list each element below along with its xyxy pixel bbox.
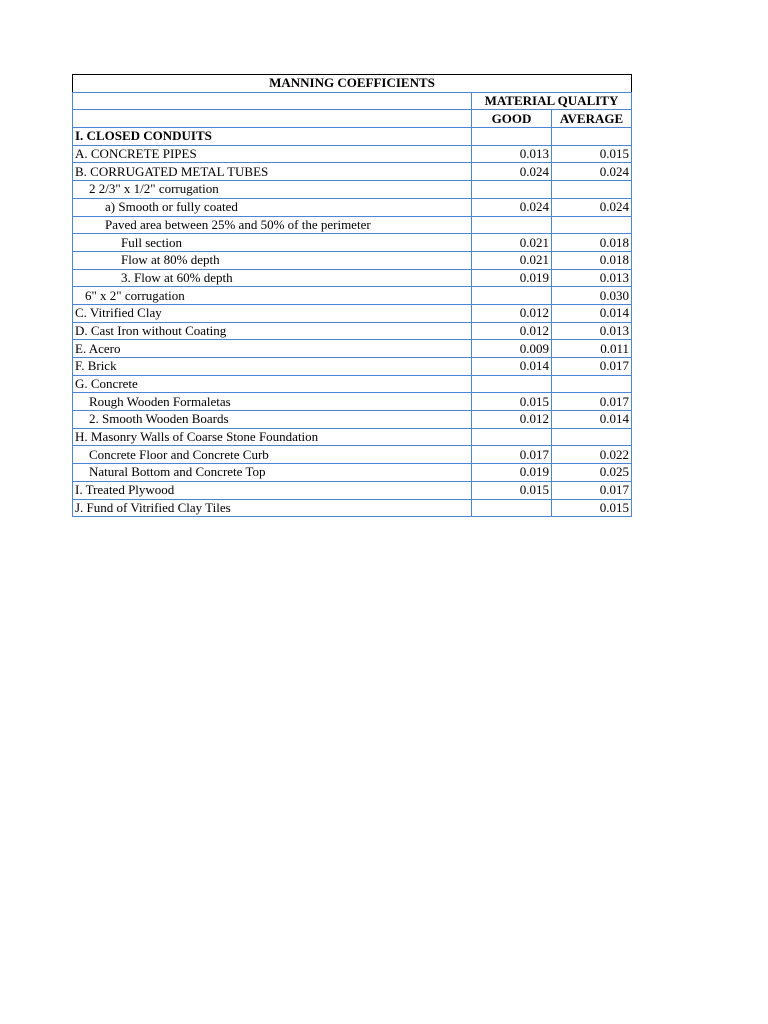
- good-value: [472, 499, 552, 517]
- table-row: [73, 375, 632, 393]
- good-value: [472, 428, 552, 446]
- average-value: 0.018: [552, 251, 632, 269]
- table-row: [73, 181, 632, 199]
- good-value: [472, 216, 552, 234]
- row-label: 2 2/3" x 1/2" corrugation: [73, 181, 472, 199]
- table-title: MANNING COEFFICIENTS: [73, 75, 632, 93]
- table-row: [73, 251, 632, 269]
- row-label: J. Fund of Vitrified Clay Tiles: [73, 499, 472, 517]
- row-label: Rough Wooden Formaletas: [73, 393, 472, 411]
- row-label: I. Treated Plywood: [73, 481, 472, 499]
- row-label: E. Acero: [73, 340, 472, 358]
- title-row: [73, 75, 632, 93]
- table-row: [73, 340, 632, 358]
- header-empty-cell: [73, 92, 472, 110]
- row-label: Paved area between 25% and 50% of the perimeter: [73, 216, 472, 234]
- table-row: [73, 411, 632, 429]
- row-label: Full section: [73, 234, 472, 252]
- row-label: Flow at 80% depth: [73, 251, 472, 269]
- average-value: 0.014: [552, 304, 632, 322]
- average-value: 0.022: [552, 446, 632, 464]
- average-value: 0.025: [552, 464, 632, 482]
- good-value: 0.014: [472, 358, 552, 376]
- row-label: 6" x 2" corrugation: [73, 287, 472, 305]
- average-value: 0.030: [552, 287, 632, 305]
- average-value: 0.018: [552, 234, 632, 252]
- header-group-row: [73, 92, 632, 110]
- good-value: 0.015: [472, 481, 552, 499]
- average-value: [552, 216, 632, 234]
- table-row: [73, 322, 632, 340]
- average-value: [552, 128, 632, 146]
- table-row: [73, 393, 632, 411]
- good-value: 0.015: [472, 393, 552, 411]
- good-value: 0.019: [472, 269, 552, 287]
- average-value: 0.013: [552, 322, 632, 340]
- row-label: Natural Bottom and Concrete Top: [73, 464, 472, 482]
- good-column-header: GOOD: [472, 110, 552, 128]
- good-value: 0.024: [472, 198, 552, 216]
- good-value: 0.013: [472, 145, 552, 163]
- row-label: B. CORRUGATED METAL TUBES: [73, 163, 472, 181]
- row-label: F. Brick: [73, 358, 472, 376]
- table-row: [73, 446, 632, 464]
- table-row: [73, 128, 632, 146]
- average-value: 0.024: [552, 163, 632, 181]
- good-value: 0.019: [472, 464, 552, 482]
- row-label: 2. Smooth Wooden Boards: [73, 411, 472, 429]
- good-value: 0.024: [472, 163, 552, 181]
- row-label: 3. Flow at 60% depth: [73, 269, 472, 287]
- average-value: [552, 428, 632, 446]
- average-value: [552, 181, 632, 199]
- table-row: [73, 481, 632, 499]
- row-label: I. CLOSED CONDUITS: [73, 128, 472, 146]
- average-value: 0.011: [552, 340, 632, 358]
- average-value: 0.017: [552, 481, 632, 499]
- table-row: [73, 234, 632, 252]
- table-row: [73, 304, 632, 322]
- good-value: 0.012: [472, 322, 552, 340]
- row-label: C. Vitrified Clay: [73, 304, 472, 322]
- row-label: H. Masonry Walls of Coarse Stone Foundation: [73, 428, 472, 446]
- good-value: [472, 181, 552, 199]
- average-value: 0.024: [552, 198, 632, 216]
- good-value: 0.021: [472, 234, 552, 252]
- average-value: 0.015: [552, 145, 632, 163]
- row-label: A. CONCRETE PIPES: [73, 145, 472, 163]
- table-row: [73, 464, 632, 482]
- header-empty-cell: [73, 110, 472, 128]
- average-value: 0.017: [552, 393, 632, 411]
- table-row: [73, 145, 632, 163]
- table-row: [73, 428, 632, 446]
- good-value: [472, 287, 552, 305]
- average-value: 0.015: [552, 499, 632, 517]
- table-row: [73, 163, 632, 181]
- table-row: [73, 216, 632, 234]
- good-value: 0.009: [472, 340, 552, 358]
- table-row: [73, 198, 632, 216]
- average-value: [552, 375, 632, 393]
- material-quality-header: MATERIAL QUALITY: [472, 92, 632, 110]
- manning-coefficients-table: [72, 74, 632, 517]
- table-row: [73, 287, 632, 305]
- average-column-header: AVERAGE: [552, 110, 632, 128]
- good-value: [472, 128, 552, 146]
- average-value: 0.013: [552, 269, 632, 287]
- good-value: 0.012: [472, 304, 552, 322]
- header-columns-row: [73, 110, 632, 128]
- good-value: [472, 375, 552, 393]
- row-label: a) Smooth or fully coated: [73, 198, 472, 216]
- average-value: 0.014: [552, 411, 632, 429]
- table-body: [73, 75, 632, 517]
- row-label: Concrete Floor and Concrete Curb: [73, 446, 472, 464]
- good-value: 0.021: [472, 251, 552, 269]
- row-label: D. Cast Iron without Coating: [73, 322, 472, 340]
- good-value: 0.017: [472, 446, 552, 464]
- average-value: 0.017: [552, 358, 632, 376]
- table-row: [73, 269, 632, 287]
- table-row: [73, 358, 632, 376]
- row-label: G. Concrete: [73, 375, 472, 393]
- table-row: [73, 499, 632, 517]
- good-value: 0.012: [472, 411, 552, 429]
